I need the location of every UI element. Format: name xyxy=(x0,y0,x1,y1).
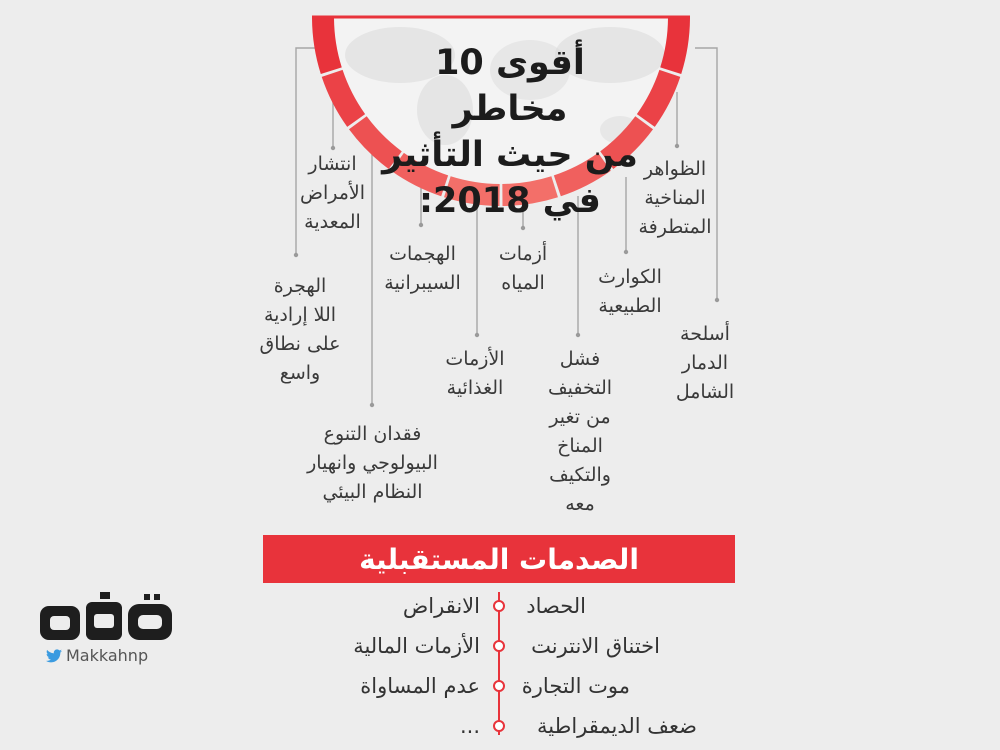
shock-financial-crises: الأزمات المالية xyxy=(353,634,480,658)
risk-label-wmd: أسلحة الدمار الشامل xyxy=(675,323,735,403)
future-shocks-heading: الصدمات المستقبلية xyxy=(359,542,639,576)
twitter-bird-icon xyxy=(46,649,62,663)
shock-democracy-weakening: ضعف الديمقراطية xyxy=(537,714,697,738)
logo-handle: Makkahnp xyxy=(46,646,148,665)
risk-label-involuntary-migration: الهجرة اللا إرادية على نطاق واسع xyxy=(259,275,341,384)
shock-extinction: الانقراض xyxy=(402,594,480,618)
timeline-dot xyxy=(494,641,504,651)
risk-label-extreme-weather: الظواهر المناخية المتطرفة xyxy=(638,158,712,238)
shock-harvest: الحصاد xyxy=(526,594,586,618)
risk-label-infectious-disease: انتشار الأمراض المعدية xyxy=(299,153,366,233)
risk-label-natural-disasters: الكوارث الطبيعية xyxy=(598,266,662,317)
future-shocks-banner xyxy=(263,535,735,583)
shock-internet-choke: اختناق الانترنت xyxy=(531,634,660,658)
risk-label-biodiversity-loss: فقدان التنوع البيولوجي وانهيار النظام البيئي xyxy=(307,423,438,503)
risk-label-cyber-attacks: الهجمات السيبرانية xyxy=(384,243,461,294)
risk-label-food-crises: الأزمات الغذائية xyxy=(445,348,505,399)
shock-more: ... xyxy=(459,714,480,738)
risk-label-water-crises: أزمات المياه xyxy=(498,243,548,294)
timeline-dot xyxy=(494,681,504,691)
makkah-logo xyxy=(40,592,176,644)
shock-inequality: عدم المساواة xyxy=(360,674,480,698)
timeline-dot xyxy=(494,601,504,611)
diagram-title: أقوى 10 مخاطر من حيث التأثير في 2018: xyxy=(382,43,638,221)
shock-trade-death: موت التجارة xyxy=(521,674,630,698)
timeline-line xyxy=(494,592,504,735)
risk-label-climate-failure: فشل التخفيف من تغير المناخ والتكيف معه xyxy=(547,348,613,515)
timeline-dot xyxy=(494,721,504,731)
